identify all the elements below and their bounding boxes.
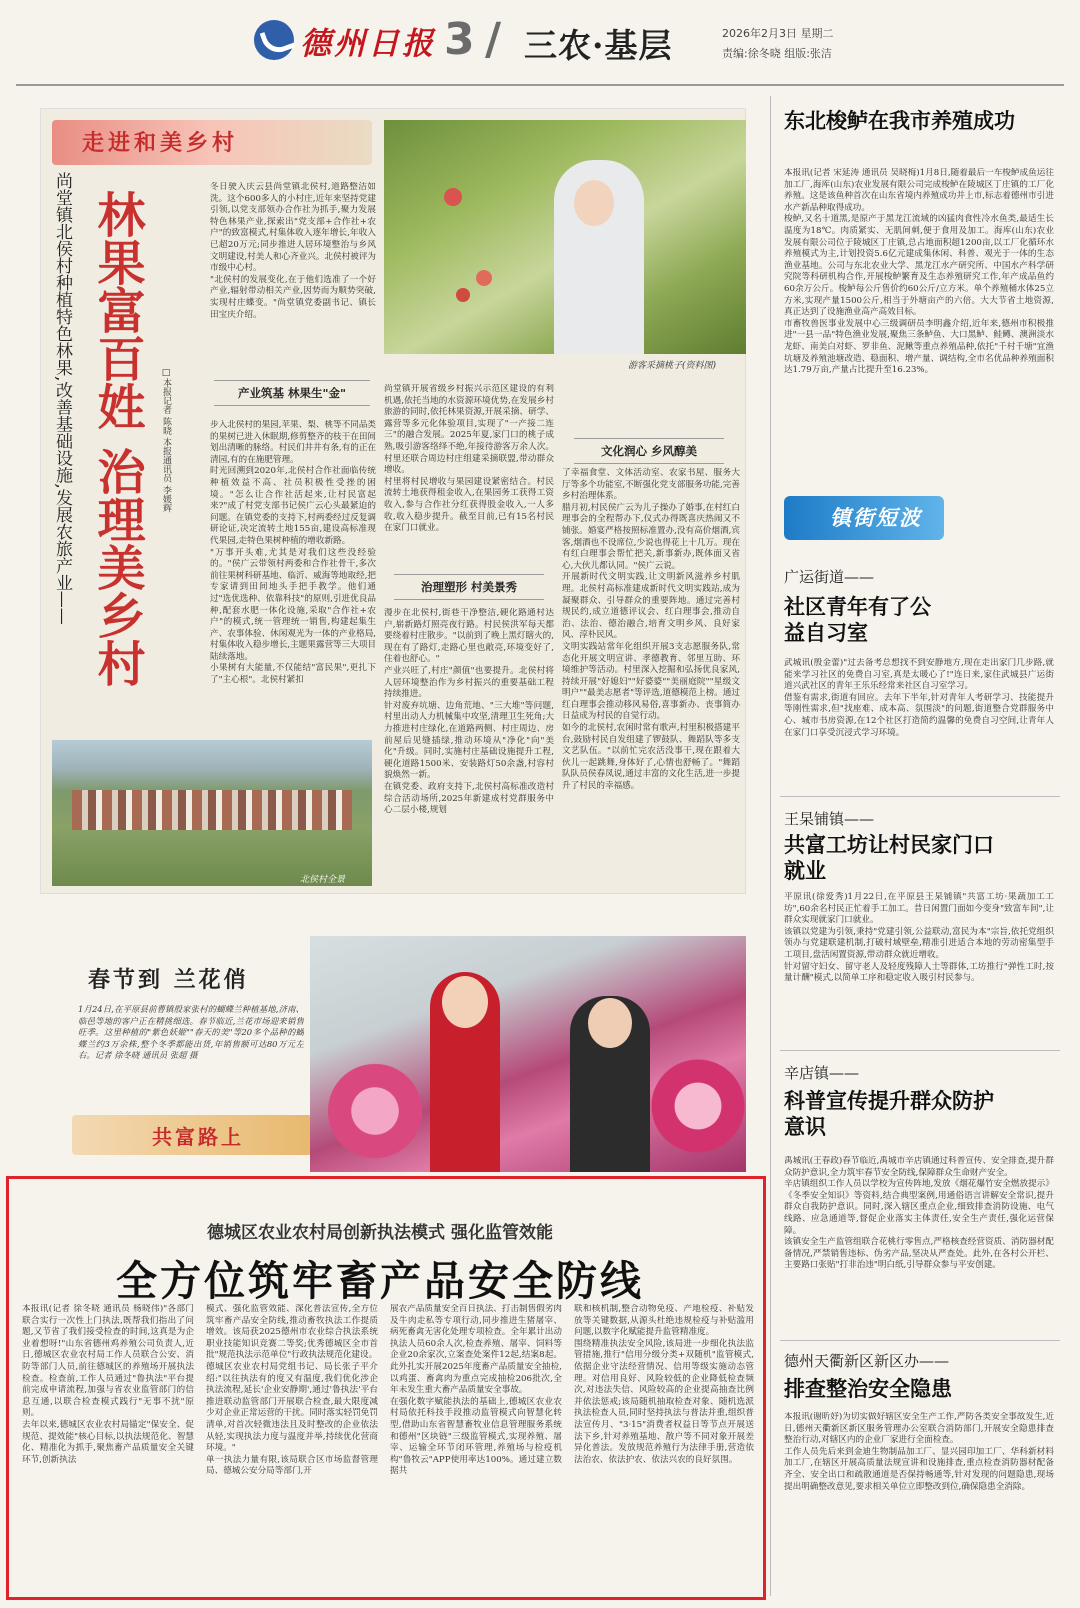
- feature-byline: □本报记者 陈晓 本报通讯员 李媛辉: [161, 368, 171, 513]
- right-separator: [780, 1340, 1060, 1341]
- main-story-headline: 全方位筑牢畜产品安全防线: [116, 1257, 644, 1305]
- village-houses: [72, 790, 352, 830]
- section-title: 三农·基层: [524, 26, 673, 65]
- editors-credit: 责编:徐冬晓 组版:张洁: [722, 47, 832, 60]
- header-rule: [16, 84, 1064, 86]
- story-headline-guangyun: 社区青年有了公益自习室: [784, 594, 931, 645]
- story-headline-tianqu: 排查整治安全隐患: [784, 1376, 952, 1401]
- section-heading-governance: 治理塑形 村美景秀: [394, 574, 544, 600]
- main-story-column-2: 模式、强化监管效能、深化普法宣传,全方位筑牢畜产品安全防线,推动畜牧执法工作提质增效。该局获2025德州市农业综合执法系统职业技能知识竞赛二等奖;优秀德城区全市首批"规范执法示范单位"行政执法规范化建设。 德城区农业农村局党组书记、局长张子平介绍:"以往执法有的度又有温度,我们优化涉企执法流程,延长'企业安静期',通过'鲁执法'平台推进联动监管部门开展联合检查,最大限度减少对企业正常运营的干扰。同时落实轻罚免罚清单,对首次轻微违法且及时整改的企业依法从轻,实现执法力度与温度并举,持续优化营商环境。" 单一执法力量有限,该局联合区市场监督管理局、德城公安分局等部门,开: [206, 1304, 378, 1477]
- feature-intro: 冬日驶入庆云县尚堂镇北侯村,道路整洁如洗。这个600多人的小村庄,近年来坚持党建引领,以党支部领办合作社为抓手,聚力发展特色林果产业,探索出"党支部+合作社+农户"的致富模式,村集体收入逐年增长,年收入已超20万元;同步推进人居环境整治与乡风文明建设,村美人和心齐业兴。北侯村被评为市级中心村。 "北侯村的发展变化,在于他们选准了一个好产业,辐射带动相关产业,因势而为顺势突破,实现村庄蝶变。"尚堂镇党委副书记、镇长田宝庆介绍。: [210, 182, 376, 320]
- story-headline-wanggaopu: 共富工坊让村民家门口就业: [784, 832, 994, 883]
- feature-section-continued-text: 尚堂镇开展省级乡村振兴示范区建设的有利机遇,依托当地的水资源环境优势,在发展乡村旅游的同时,依托林果资源,开展采摘、研学、露营等多元化体验项目,实现了"一产接二连三"的融合发展。2025年夏,家门口的桃子成熟,吸引游客络绎不绝,年接待游客万余人次。村里还联合周边村庄组建采摘联盟,带动群众增收。 村里将村民增收与果园建设紧密结合。村民流转土地获得租金收入,在果园务工获得工资收入,参与合作社分红获得股金收入,一人多收,收入稳步提升。截至目前,已有15名村民在家门口就业。: [384, 384, 554, 534]
- village-aerial-photo: [52, 740, 372, 886]
- section-heading-culture: 文化润心 乡风醇美: [574, 438, 724, 464]
- village-photo-caption: 北侯村全景: [300, 875, 346, 885]
- page-number: 3: [444, 14, 475, 65]
- peach-picking-photo: [384, 120, 746, 354]
- paper-name: 德州日报: [300, 26, 436, 62]
- issue-date: 2026年2月3日 星期二: [722, 27, 834, 40]
- woman-face: [574, 180, 614, 226]
- feature-banner-text: 走进和美乡村: [82, 130, 239, 156]
- main-story-column-1: 本报讯(记者 徐冬晓 通讯员 杨晓伟)"各部门联合实行一次性上门执法,既帮我们指出了问题,又节省了我们接受检查的时间,这真是为企业着想呀!"山东省德州鸡养殖公司负责人,近日,德城区农业农村局工作人员联合公安、消防等部门人员,前往德城区的养殖场开展执法检查。检查前,工作人员通过"鲁执法"平台提前完成申请流程,加强与省农业监管部门的信息互通,以联合检查模式践行"无事不扰"原则。 去年以来,德城区农业农村局锚定"保安全、促规范、提效能"核心目标,以执法规范化、智慧化、精准化为抓手,聚焦畜产品质量安全关键环节,创新执法: [22, 1304, 194, 1465]
- feature-section-governance-text: 漫步在北侯村,街巷干净整洁,硬化路通村达户,崭新路灯照亮夜行路。村民侯洪军每天都要绕着村庄散步。"以前到了晚上黑灯瞎火的,现在有了路灯,走路心里也敞亮,环境变好了,住着也舒心。" 产业兴旺了,村庄"颜值"也要提升。北侯村将人居环境整治作为乡村振兴的重要基础工程持续推进。 针对废弃坑塘、边角荒地、"三大堆"等问题,村里出动人力机械集中攻坚,清理卫生死角;大力推进村庄绿化,在道路两侧、村庄周边、房前屋后见缝插绿,推动环境从"净化"向"美化"升级。同时,实施村庄基础设施提升工程,硬化道路1500米、安装路灯50余盏,村容村貌焕然一新。 在镇党委、政府支持下,北侯村高标准改造村综合活动场所,2025年新建成村党群服务中心二层小楼,规划: [384, 608, 554, 816]
- story-headline-fish: 东北梭鲈在我市养殖成功: [784, 108, 1015, 133]
- feature-subheadline: 尚堂镇北侯村种植特色林果,改善基础设施,发展农旅产业——: [52, 172, 72, 625]
- story-text-wanggaopu: 平原讯(徐爱秀)1月22日,在平原县王杲铺镇"共富工坊·果蔬加工工坊",60余名村民正忙着手工加工。昔日闲置门面如今变身"致富车间",让群众实现就家门口就业。 该镇以党建为引领,秉持"党建引领,公益联动,富民为本"宗旨,依托党组织领办与党建联建机制,打破村域壁垒,精准引进适合本地的劳动密集型手工项目,盘活闲置资源,带动群众就近增收。 针对留守妇女、留守老人及轻度残障人士等群体,工坊推行"弹性工时,按量计酬"模式,以简单工序和稳定收入吸引村民参与。: [784, 892, 1054, 984]
- story-kicker-xindian: 辛店镇——: [784, 1064, 860, 1082]
- zhenjie-badge-text: 镇街短波: [830, 505, 922, 530]
- spring-title: 春节到 兰花俏: [88, 967, 249, 993]
- newspaper-logo-icon: [254, 20, 294, 60]
- orchid-flowers: [650, 1046, 746, 1166]
- main-story-column-3: 展农产品质量安全百日执法、打击制售假劣肉及牛肉走私等专项行动,同步推进生猪屠宰、病死畜禽无害化处理专项检查。全年累计出动执法人员60余人次,检查养殖、屠宰、饲料等企业20余家次,立案查处案件12起,结案8起。此外扎实开展2025年度畜产品质量安全抽检,以鸡蛋、畜禽肉为重点完成抽检206批次,全年未发生重大畜产品质量安全事故。 在强化数字赋能执法的基础上,德城区农业农村局依托科技手段推动监管模式向智慧化转型,借助山东省智慧畜牧业信息管理服务系统和德州"区块链"三级监管模式,实现养殖、屠宰、运输全环节闭环管理,养殖场与检疫机构"鲁牧云"APP使用率达100%。通过建立数据共: [390, 1304, 562, 1477]
- orchid-photo: [310, 936, 746, 1172]
- orchid-flowers: [320, 1056, 430, 1166]
- feature-headline: 林果富百姓 治理美乡村: [89, 190, 145, 687]
- gongfu-badge-text: 共富路上: [152, 1125, 244, 1149]
- spring-caption: 1月24日,在平原县前曹镇殷家张村的蝴蝶兰种植基地,济南、临邑等地的客户正在精挑细选。春节临近,兰花市场迎来销售旺季。这里种植的"紫色妖姬""春天的美"等20多个品种的蝴蝶兰约3万余株,整个冬季都能出货,年销售额可达80万元左右。记者 徐冬晓 通讯员 张超 摄: [78, 1004, 304, 1061]
- main-story-kicker: 德城区农业农村局创新执法模式 强化监管效能: [207, 1223, 553, 1243]
- story-kicker-guangyun: 广运街道——: [784, 568, 875, 586]
- story-text-tianqu: 本报讯(谢昕妤)为切实做好辖区安全生产工作,严防各类安全事故发生,近日,德州天衢新区新区服务管理办公室联合消防部门,开展安全隐患排查整治行动,对辖区内的企业厂家进行全面检查。 工作人员先后来到金迪生物制品加工厂、显兴园印加工厂、华科新材料加工厂,在辖区开展高质量法规宣讲和设施排查,重点检查消防器材配备齐全、安全出口和疏散通道是否保持畅通等,针对发现的问题隐患,现场提出明确整改意见,要求相关单位立即整改到位,确保隐患全消除。: [784, 1412, 1054, 1492]
- feature-section-industry-text: 步入北侯村的果园,苹果、梨、桃等不同品类的果树已进入休眠期,修剪整齐的枝干在田间划出清晰的脉络。村民们井井有条,有的正在清园,有的在施肥管理。 时光回溯到2020年,北侯村合作社面临传统种植效益不高、社员积极性受挫的困境。"怎么让合作社活起来,让村民富起来?"成了村党支部书记侯广云心头最紧迫的问题。在镇党委的支持下,村两委经过反复调研论证,决定流转土地155亩,建设高标准现代果园,走特色果树种植的增收新路。 "万事开头难,尤其是对我们这些没经验的。"侯广云带领村两委和合作社骨干,多次前往果树科研基地、临沂、威海等地取经,把专家请到田间地头手把手教学。他们通过"选优选种、依靠科技"的原则,引进优良品种,配套水肥一体化设施,采取"合作社+农户"的模式,统一管理统一销售,构建起集生产、农事体验、休闲观光为一体的产业格局,村集体收入稳步增长,主题果露营等三大项目陆续落地。 小果树有大能量,不仅能结"富民果",更扎下了"主心根"。北侯村紧扣: [210, 420, 376, 686]
- right-separator: [780, 796, 1060, 797]
- story-kicker-tianqu: 德州天衢新区新区办——: [784, 1352, 950, 1370]
- customer-face: [442, 976, 488, 1028]
- column-divider: [770, 96, 771, 1596]
- page-slash: /: [485, 14, 502, 65]
- peach-fruit: [444, 188, 462, 206]
- section-heading-industry: 产业筑基 林果生"金": [214, 380, 370, 406]
- main-story-column-4: 联和核机制,整合动物免疫、产地检疫、补贴发放等关键数据,从源头杜绝违规检疫与补贴滥用问题,以数字化赋能提升监管精准度。 围绕精准执法安全风险,该局进一步细化执法监管措施,推行"信用分级分类+双随机"监管模式,依据企业守法经营情况、信用等级实施动态管理。对信用良好、风险较低的企业降低检查频次,对违法失信、风险较高的企业提高抽查比例并依法惩戒;该局随机抽取检查对象、随机选派执法检查人员,同时坚持执法与普法并重,组织普法宣传月、"3·15"消费者权益日等节点开展送法下乡,针对养殖基地、散户等不同对象开展差异化普法。发放规范养殖行为法律手册,营造依法治农、依法护农、依法兴农的良好氛围。: [574, 1304, 754, 1465]
- story-text-fish: 本报讯(记者 宋延涛 通讯员 吴晓梅)1月8日,随着最后一车梭鲈成鱼运往加工厂,海库(山东)农业发展有限公司完成梭鲈在陵城区丁庄镇的工厂化养殖。这是该鱼种首次在山东省境内养殖成功并上市,标志着德州市引进水产新品种取得成功。 梭鲈,又名十道黑,是原产于黑龙江流域的凶猛肉食性冷水鱼类,最适生长温度为18℃。肉质紧实、无肌间刺,便于食用及加工。海库(山东)农业发展有限公司位于陵城区丁庄镇,总占地面积超1200亩,以工厂化循环水养殖模式为主,计划投资5.6亿元建成集休闲、科普、观光于一体的生态渔业基地。公司与东北农业大学、黑龙江水产研究所、中国水产科学研究院等科研机构合作,开展梭鲈繁育及生态养殖研究工作,年产成品鱼约60余万公斤。梭鲈每公斤售价约60公斤/立方米。单个养殖桶水体25立方米,实现产量1500公斤,相当于外塘亩产的六倍。大大节省土地资源,真正达到了设施渔业高产高效目标。 市畜牧兽医事业发展中心三级调研员李明鑫介绍,近年来,德州市积极推进"一县一品"特色渔业发展,聚焦三条鲈鱼、大口黑鲈、鲑鳟、澳洲淡水龙虾、南美白对虾、罗非鱼、泥鳅等重点养殖品种,依托"千村千塘"宜渔坑塘及养殖池塘改造、稳面积、增产量、调结构,全市名优品种养殖面积达1.79万亩,产量占比提升至16.23%。: [784, 168, 1054, 376]
- story-kicker-wanggaopu: 王杲铺镇——: [784, 810, 875, 828]
- masthead: [0, 0, 1080, 78]
- peach-fruit: [456, 288, 470, 302]
- right-separator: [780, 1050, 1060, 1051]
- peach-photo-caption: 游客采摘桃子(资料图): [628, 361, 717, 371]
- story-headline-xindian: 科普宣传提升群众防护意识: [784, 1088, 994, 1139]
- customer-face: [588, 998, 632, 1048]
- peach-fruit: [476, 270, 492, 286]
- story-text-guangyun: 武城讯(殷金蕾)"过去备考总想找不到安静地方,现在走出家门几步路,就能来学习社区的免费自习室,真是太暖心了!"连日来,家住武城县广运街道兴武社区的青年王乐乐经常来社区自习室学习。 借鉴有需求,街道有回应。去年下半年,针对青年人考研学习、技能提升等刚性需求,但"找座难、成本高、氛围淡"的问题,街道整合党群服务中心、城市书房资源,在12个社区打造简约温馨的免费自习空间,让青年人在家门口享受沉浸式学习环境。: [784, 658, 1054, 738]
- story-text-xindian: 禹城讯(王春政)春节临近,禹城市辛店镇通过科普宣传、安全排查,提升群众防护意识,全力筑牢春节安全防线,保障群众生命财产安全。 辛店镇组织工作人员以学校为宣传阵地,发放《烟花爆竹安全燃放提示》《冬季安全知识》等资料,结合典型案例,用通俗语言讲解安全常识,提升群众自我防护意识。同时,深入辖区重点企业,细致排查消防设施、电气线路、应急通道等,督促企业落实主体责任,安全生产责任,强化运营保障。 该镇安全生产监管组联合花桃行零售点,严格核查经营资质、消防器材配备情况,严禁销售违标、伪劣产品,坚决从严查处。此外,在各村公开栏、主要路口张贴"打非治违"明白纸,引导群众参与平安创建。: [784, 1156, 1054, 1271]
- feature-section-culture-text: 了幸福食堂、文体活动室、农家书屋、服务大厅等多个功能室,不断强化党支部服务功能,完善乡村治理体系。 腊月初,村民侯广云为儿子操办了婚事,在村红白理事会的全程帮办下,仪式办得既喜庆热闹又不铺张。婚宴严格按照标准置办,没有高价烟酒,宾客,烟酒也不设席位,少说也得花上十几万。现在有红白理事会帮忙把关,新事新办,既体面又省心,大伙儿都认同。"侯广云说。 开展新时代文明实践,让文明新风滋养乡村肌理。北侯村高标准建成新时代文明实践站,成为凝聚群众、引导群众的重要阵地。通过完善村规民约,成立道德评议会、红白理事会,推动自治、法治、德治融合,培育文明乡风、良好家风、淳朴民风。 文明实践站常年化组织开展3支志愿服务队,常态化开展文明宣讲、孝德教育、邻里互助、环境维护等活动。村里深入挖掘和弘扬优良家风,持续开展"好媳妇""好婆婆""美丽庭院""星级文明户""最美志愿者"等评选,道德模范上榜。通过红白理事会推动移风易俗,喜事新办、丧事简办日益成为村民的自觉行动。 如今的北侯村,农闲时常有歌声,村里积极搭建平台,鼓励村民自发组建了锣鼓队、舞蹈队等多支文艺队伍。"以前忙完农活没事干,现在跟着大伙儿一起跳舞,身体好了,心情也舒畅了。"舞蹈队队员侯春凤说,通过丰富的文化生活,进一步提升了村民的幸福感。: [562, 468, 740, 792]
